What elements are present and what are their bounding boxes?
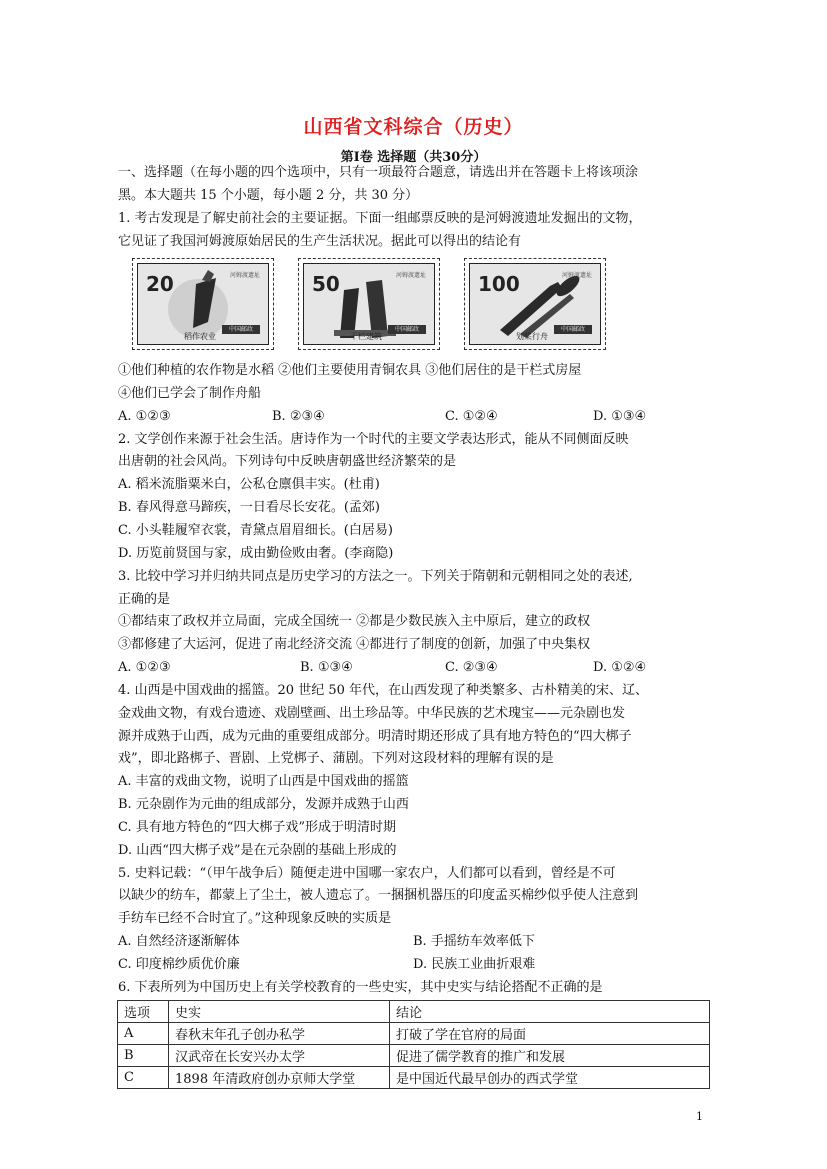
q1-stem-1: 1. 考古发现是了解史前社会的主要证据。下面一组邮票反映的是河姆渡遗址发掘出的文物， xyxy=(118,211,642,226)
table-cell: 打破了学在官府的局面 xyxy=(390,1023,710,1045)
page-title: 山西省文科综合（历史） xyxy=(303,116,524,138)
q3-option-b[interactable]: B. ①③④ xyxy=(300,660,353,675)
q4-stem-4: 戏”，即北路梆子、晋剧、上党梆子、蒲剧。下列对这段材料的理解有误的是 xyxy=(118,751,554,766)
q1-statement-1: ①他们种植的农作物是水稻 ②他们主要使用青铜农具 ③他们居住的是干栏式房屋 xyxy=(118,363,582,378)
q2-stem-2: 出唐朝的社会风尚。下列诗句中反映唐朝盛世经济繁荣的是 xyxy=(118,454,457,469)
q1-option-b[interactable]: B. ②③④ xyxy=(272,409,325,424)
q5-option-a[interactable]: A. 自然经济逐渐解体 xyxy=(118,934,240,949)
table-row xyxy=(118,1023,710,1045)
q3-option-c[interactable]: C. ②③④ xyxy=(445,660,498,675)
intro-line-1: 一、选择题（在每小题的四个选项中，只有一项最符合题意，请选出并在答题卡上将该项涂 xyxy=(118,165,639,180)
table-cell: 汉武帝在长安兴办太学 xyxy=(169,1045,390,1067)
stamp-3-caption: 划桨行舟 xyxy=(516,332,548,341)
stamp-2-caption: 干栏建筑 xyxy=(350,332,382,341)
stamp-3-mini: 河姆渡遗址 xyxy=(561,272,592,279)
q3-stem-1: 3. 比较中学习并归纳共同点是历史学习的方法之一。下列关于隋朝和元朝相同之处的表述, xyxy=(118,569,633,584)
table-header-cell: 史实 xyxy=(169,1001,390,1023)
intro-line-2: 黑。本大题共 15 个小题，每小题 2 分，共 30 分） xyxy=(118,188,419,203)
q3-option-a[interactable]: A. ①②③ xyxy=(118,660,171,675)
q4-option-a[interactable]: A. 丰富的戏曲文物，说明了山西是中国戏曲的摇篮 xyxy=(118,774,409,789)
q4-option-c[interactable]: C. 具有地方特色的“四大梆子戏”形成于明清时期 xyxy=(118,820,397,835)
q1-statement-2: ④他们已学会了制作舟船 xyxy=(118,386,262,401)
stamp-1-value: 20 xyxy=(146,272,174,296)
table-cell: 促进了儒学教育的推广和发展 xyxy=(390,1045,710,1067)
q2-option-c[interactable]: C. 小头鞋履窄衣裳，青黛点眉眉细长。(白居易) xyxy=(118,523,393,538)
table-cell: B xyxy=(118,1045,169,1067)
stamp-3 xyxy=(464,258,606,350)
q6-stem: 6. 下表所列为中国历史上有关学校教育的一些史实，其中史实与结论搭配不正确的是 xyxy=(118,980,603,995)
stamp-2 xyxy=(298,258,440,350)
stamp-3-value: 100 xyxy=(478,272,520,296)
q6-table xyxy=(117,1000,710,1089)
q3-stem-2: 正确的是 xyxy=(118,592,171,607)
q4-option-d[interactable]: D. 山西“四大梆子戏”是在元杂剧的基础上形成的 xyxy=(118,843,397,858)
table-cell: A xyxy=(118,1023,169,1045)
q1-option-c[interactable]: C. ①②④ xyxy=(445,409,498,424)
q4-stem-2: 金戏曲文物，有戏台遗迹、戏剧壁画、出土珍品等。中华民族的艺术瑰宝——元杂剧也发 xyxy=(118,706,626,721)
table-cell: 1898 年清政府创办京师大学堂 xyxy=(169,1067,390,1089)
table-row xyxy=(118,1045,710,1067)
q1-option-d[interactable]: D. ①③④ xyxy=(593,409,647,424)
q5-option-d[interactable]: D. 民族工业曲折艰难 xyxy=(413,957,536,972)
q3-option-d[interactable]: D. ①②④ xyxy=(593,660,647,675)
q5-stem-3: 手纺车已经不合时宜了。”这种现象反映的实质是 xyxy=(118,911,392,926)
stamp-3-country: 中国邮政 xyxy=(554,325,592,334)
stamp-2-country: 中国邮政 xyxy=(388,325,426,334)
q5-stem-1: 5. 史料记载：“（甲午战争后）随便走进中国哪一家农户，人们都可以看到，曾经是不可 xyxy=(118,866,616,881)
stamp-1 xyxy=(132,258,274,350)
table-cell: 春秋末年孔子创办私学 xyxy=(169,1023,390,1045)
q2-stem-1: 2. 文学创作来源于社会生活。唐诗作为一个时代的主要文学表达形式，能从不同侧面反映 xyxy=(118,432,629,447)
table-cell: 是中国近代最早创办的西式学堂 xyxy=(390,1067,710,1089)
q5-option-b[interactable]: B. 手摇纺车效率低下 xyxy=(413,934,535,949)
section-title: 第Ⅰ卷 选择题（共30分） xyxy=(340,150,487,165)
table-header-row xyxy=(118,1001,710,1023)
stamp-2-value: 50 xyxy=(312,272,340,296)
q4-stem-3: 源并成熟于山西，成为元曲的重要组成部分。明清时期还形成了具有地方特色的“四大梆子 xyxy=(118,729,632,744)
q2-option-a[interactable]: A. 稻米流脂粟米白，公私仓廪俱丰实。(杜甫) xyxy=(118,477,380,492)
q3-statement-2: ③都修建了大运河，促进了南北经济交流 ④都进行了制度的创新，加强了中央集权 xyxy=(118,637,591,652)
q2-option-d[interactable]: D. 历览前贤国与家，成由勤俭败由奢。(李商隐) xyxy=(118,546,394,561)
table-row xyxy=(118,1067,710,1089)
q5-option-c[interactable]: C. 印度棉纱质优价廉 xyxy=(118,957,240,972)
q4-stem-1: 4. 山西是中国戏曲的摇篮。20 世纪 50 年代，在山西发现了种类繁多、古朴精美的宋、辽、 xyxy=(118,683,649,698)
q4-option-b[interactable]: B. 元杂剧作为元曲的组成部分，发源并成熟于山西 xyxy=(118,797,409,812)
q2-option-b[interactable]: B. 春风得意马蹄疾，一日看尽长安花。(孟郊) xyxy=(118,500,380,515)
table-header-cell: 结论 xyxy=(390,1001,710,1023)
stamp-group xyxy=(132,258,612,353)
q3-statement-1: ①都结束了政权并立局面，完成全国统一 ②都是少数民族入主中原后，建立的政权 xyxy=(118,614,591,629)
page-number: 1 xyxy=(696,1110,703,1123)
q1-stem-2: 它见证了我国河姆渡原始居民的生产生活状况。据此可以得出的结论有 xyxy=(118,234,522,249)
stamp-2-mini: 河姆渡遗址 xyxy=(395,272,426,279)
stamp-1-caption: 稻作农业 xyxy=(184,332,216,341)
table-cell: C xyxy=(118,1067,169,1089)
stamp-1-country: 中国邮政 xyxy=(222,325,260,334)
table-header-cell: 选项 xyxy=(118,1001,169,1023)
q1-option-a[interactable]: A. ①②③ xyxy=(118,409,171,424)
stamp-1-mini: 河姆渡遗址 xyxy=(229,272,260,279)
q5-stem-2: 以缺少的纺车，都蒙上了尘土，被人遗忘了。一捆捆机器压的印度孟买棉纱似乎使人注意到 xyxy=(118,888,639,903)
